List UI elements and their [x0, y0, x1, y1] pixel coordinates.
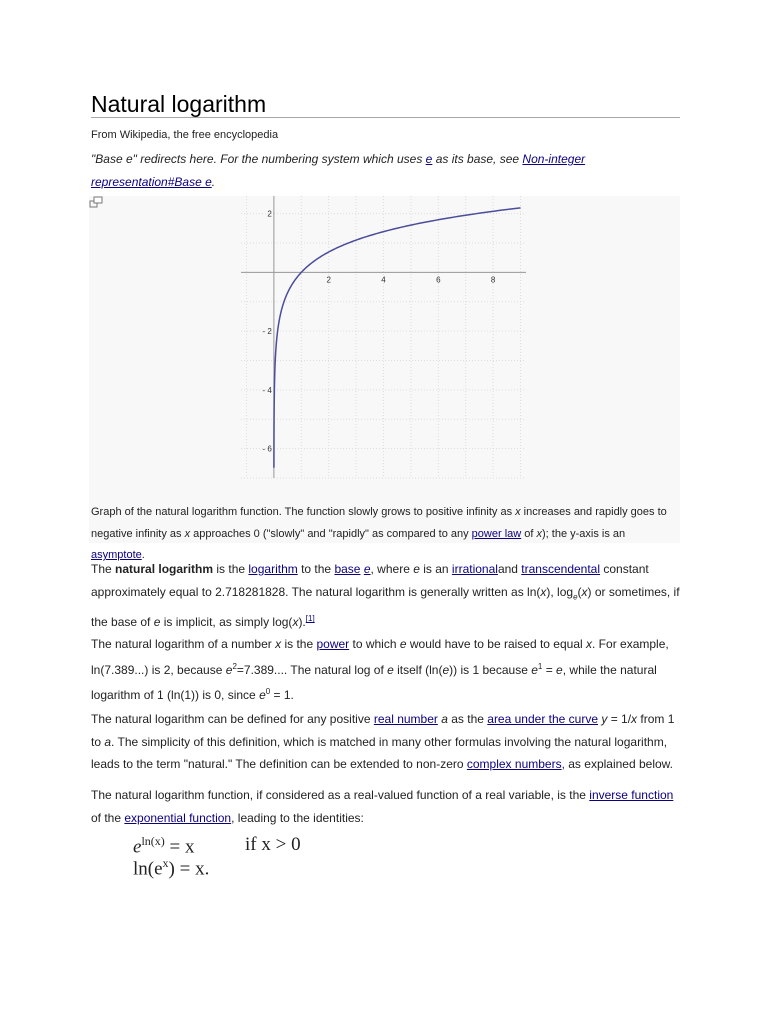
link-exponential-function[interactable]: exponential function	[124, 810, 232, 825]
formula-rhs: = x	[164, 836, 195, 858]
text: ), log	[546, 584, 574, 599]
text: , leading to the identities:	[231, 810, 364, 825]
text: constant approximately equal to 2.718281828. The natural logarithm is generally written as ln(	[91, 562, 649, 599]
formula-rhs: ) = x.	[168, 858, 210, 880]
text: is the	[213, 562, 249, 576]
formula-row-1	[133, 834, 194, 858]
graph-figure	[89, 196, 680, 561]
text: itself (ln(	[393, 662, 443, 677]
text: . The simplicity of this definition, which is matched in many other formulas involving the natural logarithm, leads to the term "natural." The definition can be extended to non-zero	[91, 734, 668, 771]
link-power-law[interactable]: power law	[471, 527, 522, 540]
var-a: a	[104, 734, 112, 749]
var-e: e	[259, 688, 266, 702]
exponent: 1	[537, 661, 543, 671]
var-e: e	[556, 662, 563, 677]
link-non-integer-representation[interactable]: Non-integer representation#Base e	[91, 152, 586, 189]
var-x: x	[631, 712, 638, 726]
var-e: e	[153, 615, 161, 630]
formula-row-2	[133, 856, 209, 880]
text: to which	[349, 637, 400, 651]
x-tick-label: 2	[326, 275, 331, 285]
text: = 1/	[607, 712, 632, 726]
var-x: x	[581, 584, 588, 599]
formula-base: e	[133, 836, 142, 858]
x-tick-label: 4	[381, 275, 386, 285]
link-base[interactable]: base	[334, 562, 361, 576]
link-asymptote[interactable]: asymptote	[91, 549, 142, 561]
var-e: e	[413, 562, 420, 576]
caption-text: .	[141, 549, 145, 561]
paragraph-area-definition	[91, 708, 681, 776]
text: is the	[281, 637, 317, 651]
exponent: 2	[232, 661, 237, 671]
caption-text: Graph of the natural logarithm function. The function slowly grows to positive infinity as	[91, 506, 516, 518]
text: would have to be raised to equal	[406, 637, 587, 651]
var-x: x	[184, 527, 191, 540]
y-tick-label: - 4	[262, 385, 272, 395]
paragraph-definition	[91, 633, 681, 707]
paragraph-intro	[91, 558, 681, 634]
text: of the	[91, 810, 125, 825]
caption-text: increases and rapidly goes to negative infinity as	[91, 506, 667, 540]
var-x: x	[540, 584, 547, 599]
text: The natural logarithm function, if considered as a real-valued function of a real variable, is the	[91, 788, 590, 802]
ln-graph-chart	[89, 196, 680, 486]
reference-link[interactable]: [1]	[305, 614, 315, 624]
var-x: x	[515, 506, 521, 518]
page-title: Natural logarithm	[91, 91, 267, 117]
y-tick-label: - 2	[262, 327, 272, 337]
formula-condition: if x > 0	[245, 834, 301, 855]
text: from 1 to	[91, 712, 675, 749]
text: to the	[297, 562, 335, 576]
var-x: x	[586, 637, 593, 651]
site-tagline: From Wikipedia, the free encyclopedia	[91, 129, 279, 141]
var-e: e	[225, 662, 233, 677]
var-e: e	[531, 662, 538, 677]
var-a: a	[441, 712, 448, 726]
caption-text: ); the y-axis is an	[542, 527, 626, 540]
x-tick-label: 6	[436, 275, 441, 285]
y-tick-label: - 6	[262, 444, 272, 454]
hatnote-text: "Base e" redirects here. For the numbering system which uses	[91, 152, 426, 166]
text: The natural logarithm can be defined for any positive	[91, 712, 374, 726]
text: =7.389.... The natural log of	[236, 662, 388, 677]
link-power[interactable]: power	[316, 637, 350, 651]
text: is an	[419, 562, 452, 576]
bold-term: natural logarithm	[115, 562, 214, 576]
var-y: y	[601, 712, 608, 726]
var-e: e	[387, 662, 394, 677]
text: ).	[298, 615, 306, 630]
text: =	[542, 662, 557, 677]
title-divider	[91, 117, 680, 118]
paragraph-inverse	[91, 784, 681, 829]
identity-formula	[133, 834, 393, 882]
link-inverse-function[interactable]: inverse function	[589, 788, 674, 802]
var-e: e	[442, 662, 450, 677]
text: as the	[447, 712, 488, 726]
link-irrational[interactable]: irrational	[451, 562, 498, 576]
text: . For example, ln(7.389...) is 2, because	[91, 637, 669, 677]
subscript-e: e	[573, 591, 578, 601]
text: )) is 1 because	[449, 662, 532, 677]
link-logarithm[interactable]: logarithm	[248, 562, 298, 576]
link-area-under-the-curve[interactable]: area under the curve	[487, 712, 599, 726]
text: ) or sometimes, if the base of	[91, 584, 680, 630]
text: , where	[370, 562, 414, 576]
exponent: 0	[265, 687, 271, 696]
caption-text: of	[521, 527, 537, 540]
text: (	[577, 584, 582, 599]
hatnote	[91, 148, 611, 193]
link-e-constant[interactable]: e	[363, 562, 371, 576]
text: , as explained below.	[561, 757, 674, 771]
link-complex-numbers[interactable]: complex numbers	[466, 757, 562, 771]
y-tick-label: 2	[267, 209, 272, 219]
link-real-number[interactable]: real number	[373, 712, 438, 726]
enlarge-icon[interactable]	[89, 196, 103, 208]
hatnote-text: as its base, see	[432, 152, 523, 166]
text: and	[497, 562, 522, 576]
var-x: x	[292, 615, 299, 630]
formula-lhs: ln(e	[133, 858, 163, 880]
text: , while the natural logarithm of 1 (ln(1)) is 0, since	[91, 662, 657, 702]
ln-curve-line	[274, 208, 521, 468]
formula-exponent: x	[162, 856, 169, 870]
var-x: x	[536, 527, 542, 540]
x-tick-label: 8	[490, 275, 496, 285]
text: The natural logarithm of a number	[91, 637, 276, 651]
var-e: e	[399, 637, 407, 651]
figure-caption	[91, 502, 671, 567]
formula-exponent: ln(x)	[141, 834, 165, 848]
var-x: x	[275, 637, 282, 651]
link-transcendental[interactable]: transcendental	[521, 562, 601, 576]
link-e[interactable]: e	[425, 152, 433, 166]
hatnote-text: .	[211, 174, 216, 189]
text: The	[91, 562, 116, 576]
caption-text: approaches 0 ("slowly" and "rapidly" as compared to any	[190, 527, 472, 540]
text: is implicit, as simply log(	[160, 615, 293, 630]
text: = 1.	[270, 688, 294, 702]
